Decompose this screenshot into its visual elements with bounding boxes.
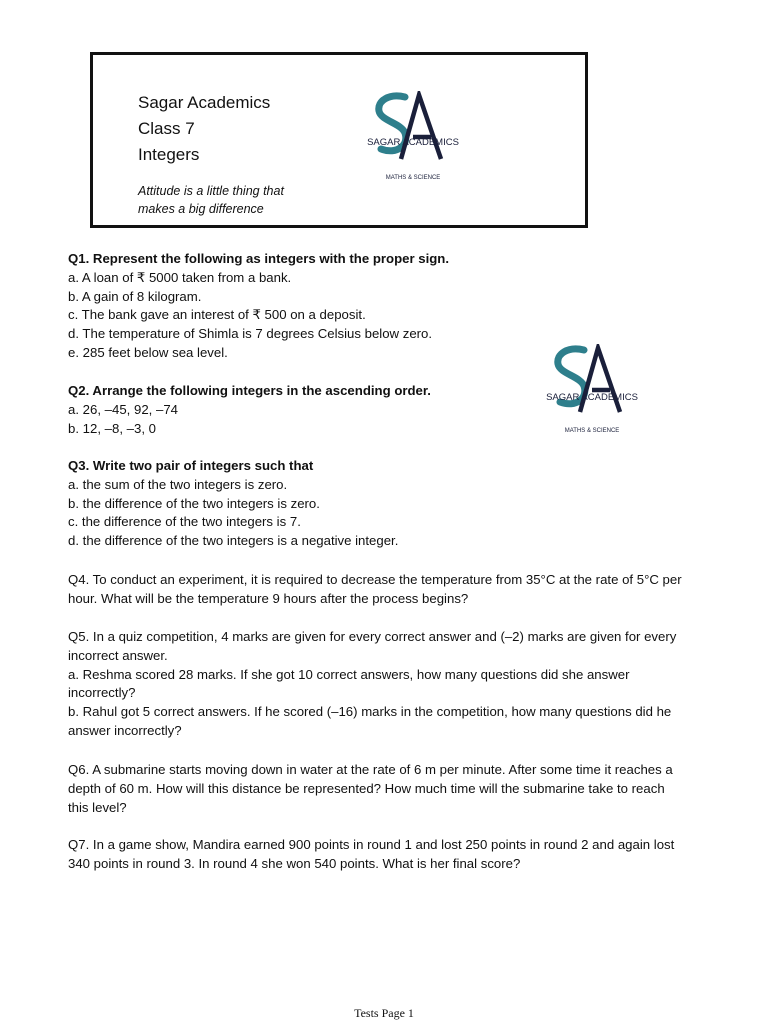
question-7-line-1: Q7. In a game show, Mandira earned 900 points in round 1 and lost 250 points in round 2 and again lost: [68, 837, 675, 852]
page-footer: Tests Page 1: [354, 1006, 414, 1020]
question-5-line-2: incorrect answer.: [68, 647, 168, 663]
question-6-line-1: Q6. A submarine starts moving down in water at the rate of 6 m per minute. After some time it reaches a: [68, 762, 673, 777]
question-2-item-a: a. 26, –45, 92, –74: [68, 401, 178, 417]
question-5: [68, 628, 728, 741]
sagar-academics-logo: [361, 91, 465, 183]
question-6-line-3: this level?: [68, 799, 127, 815]
question-5-line-4: incorrectly?: [68, 685, 136, 701]
question-1-title: Q1. Represent the following as integers with the proper sign.: [68, 251, 450, 266]
question-3-title: Q3. Write two pair of integers such that: [68, 458, 314, 473]
question-1: [68, 250, 728, 363]
question-3-item-a: a. the sum of the two integers is zero.: [68, 476, 288, 492]
question-5-line-3: a. Reshma scored 28 marks. If she got 10 correct answers, how many questions did she answer: [68, 666, 630, 682]
question-7-line-2: 340 points in round 3. In round 4 she won 540 points. What is her final score?: [68, 855, 521, 871]
question-1-item-d: d. The temperature of Shimla is 7 degrees Celsius below zero.: [68, 326, 433, 342]
question-4-line-1: Q4. To conduct an experiment, it is required to decrease the temperature from 35°C at the rate of 5°C per: [68, 572, 682, 587]
question-5-line-6: answer incorrectly?: [68, 722, 182, 738]
question-4: [68, 571, 728, 609]
subject-title: Integers: [138, 145, 200, 164]
question-2: [68, 382, 728, 438]
question-6: [68, 761, 728, 817]
logo2-tagline-text: MATHS & SCIENCE: [564, 428, 620, 434]
class-label: Class 7: [138, 119, 195, 138]
question-1-item-e: e. 285 feet below sea level.: [68, 344, 228, 360]
question-1-item-c: c. The bank gave an interest of ₹ 500 on a deposit.: [68, 307, 366, 323]
question-1-item-b: b. A gain of 8 kilogram.: [68, 288, 202, 304]
question-5-line-1: Q5. In a quiz competition, 4 marks are given for every correct answer and (–2) marks are given for every: [68, 629, 677, 644]
logo-name-text: SAGAR ACADEMICS: [367, 137, 459, 148]
question-4-line-2: hour. What will be the temperature 9 hours after the process begins?: [68, 590, 469, 606]
academy-name: Sagar Academics: [138, 93, 271, 112]
question-2-item-b: b. 12, –8, –3, 0: [68, 420, 156, 436]
question-2-title: Q2. Arrange the following integers in the ascending order.: [68, 383, 431, 398]
question-5-line-5: b. Rahul got 5 correct answers. If he scored (–16) marks in the competition, how many questions did he: [68, 704, 672, 720]
quote-line-2: makes a big difference: [138, 202, 264, 216]
question-7: [68, 836, 728, 874]
quote-line-1: Attitude is a little thing that: [138, 184, 284, 198]
question-3: [68, 457, 728, 551]
logo-tagline-text: MATHS & SCIENCE: [385, 175, 441, 181]
question-3-item-b: b. the difference of the two integers is zero.: [68, 495, 320, 511]
header-box: [90, 52, 588, 228]
question-6-line-2: depth of 60 m. How will this distance be represented? How much time will the submarine take to reach: [68, 780, 665, 796]
logo2-name-text: SAGAR ACADEMICS: [546, 392, 638, 403]
question-1-item-a: a. A loan of ₹ 5000 taken from a bank.: [68, 269, 292, 285]
question-3-item-d: d. the difference of the two integers is a negative integer.: [68, 533, 399, 549]
question-3-item-c: c. the difference of the two integers is 7.: [68, 514, 301, 530]
